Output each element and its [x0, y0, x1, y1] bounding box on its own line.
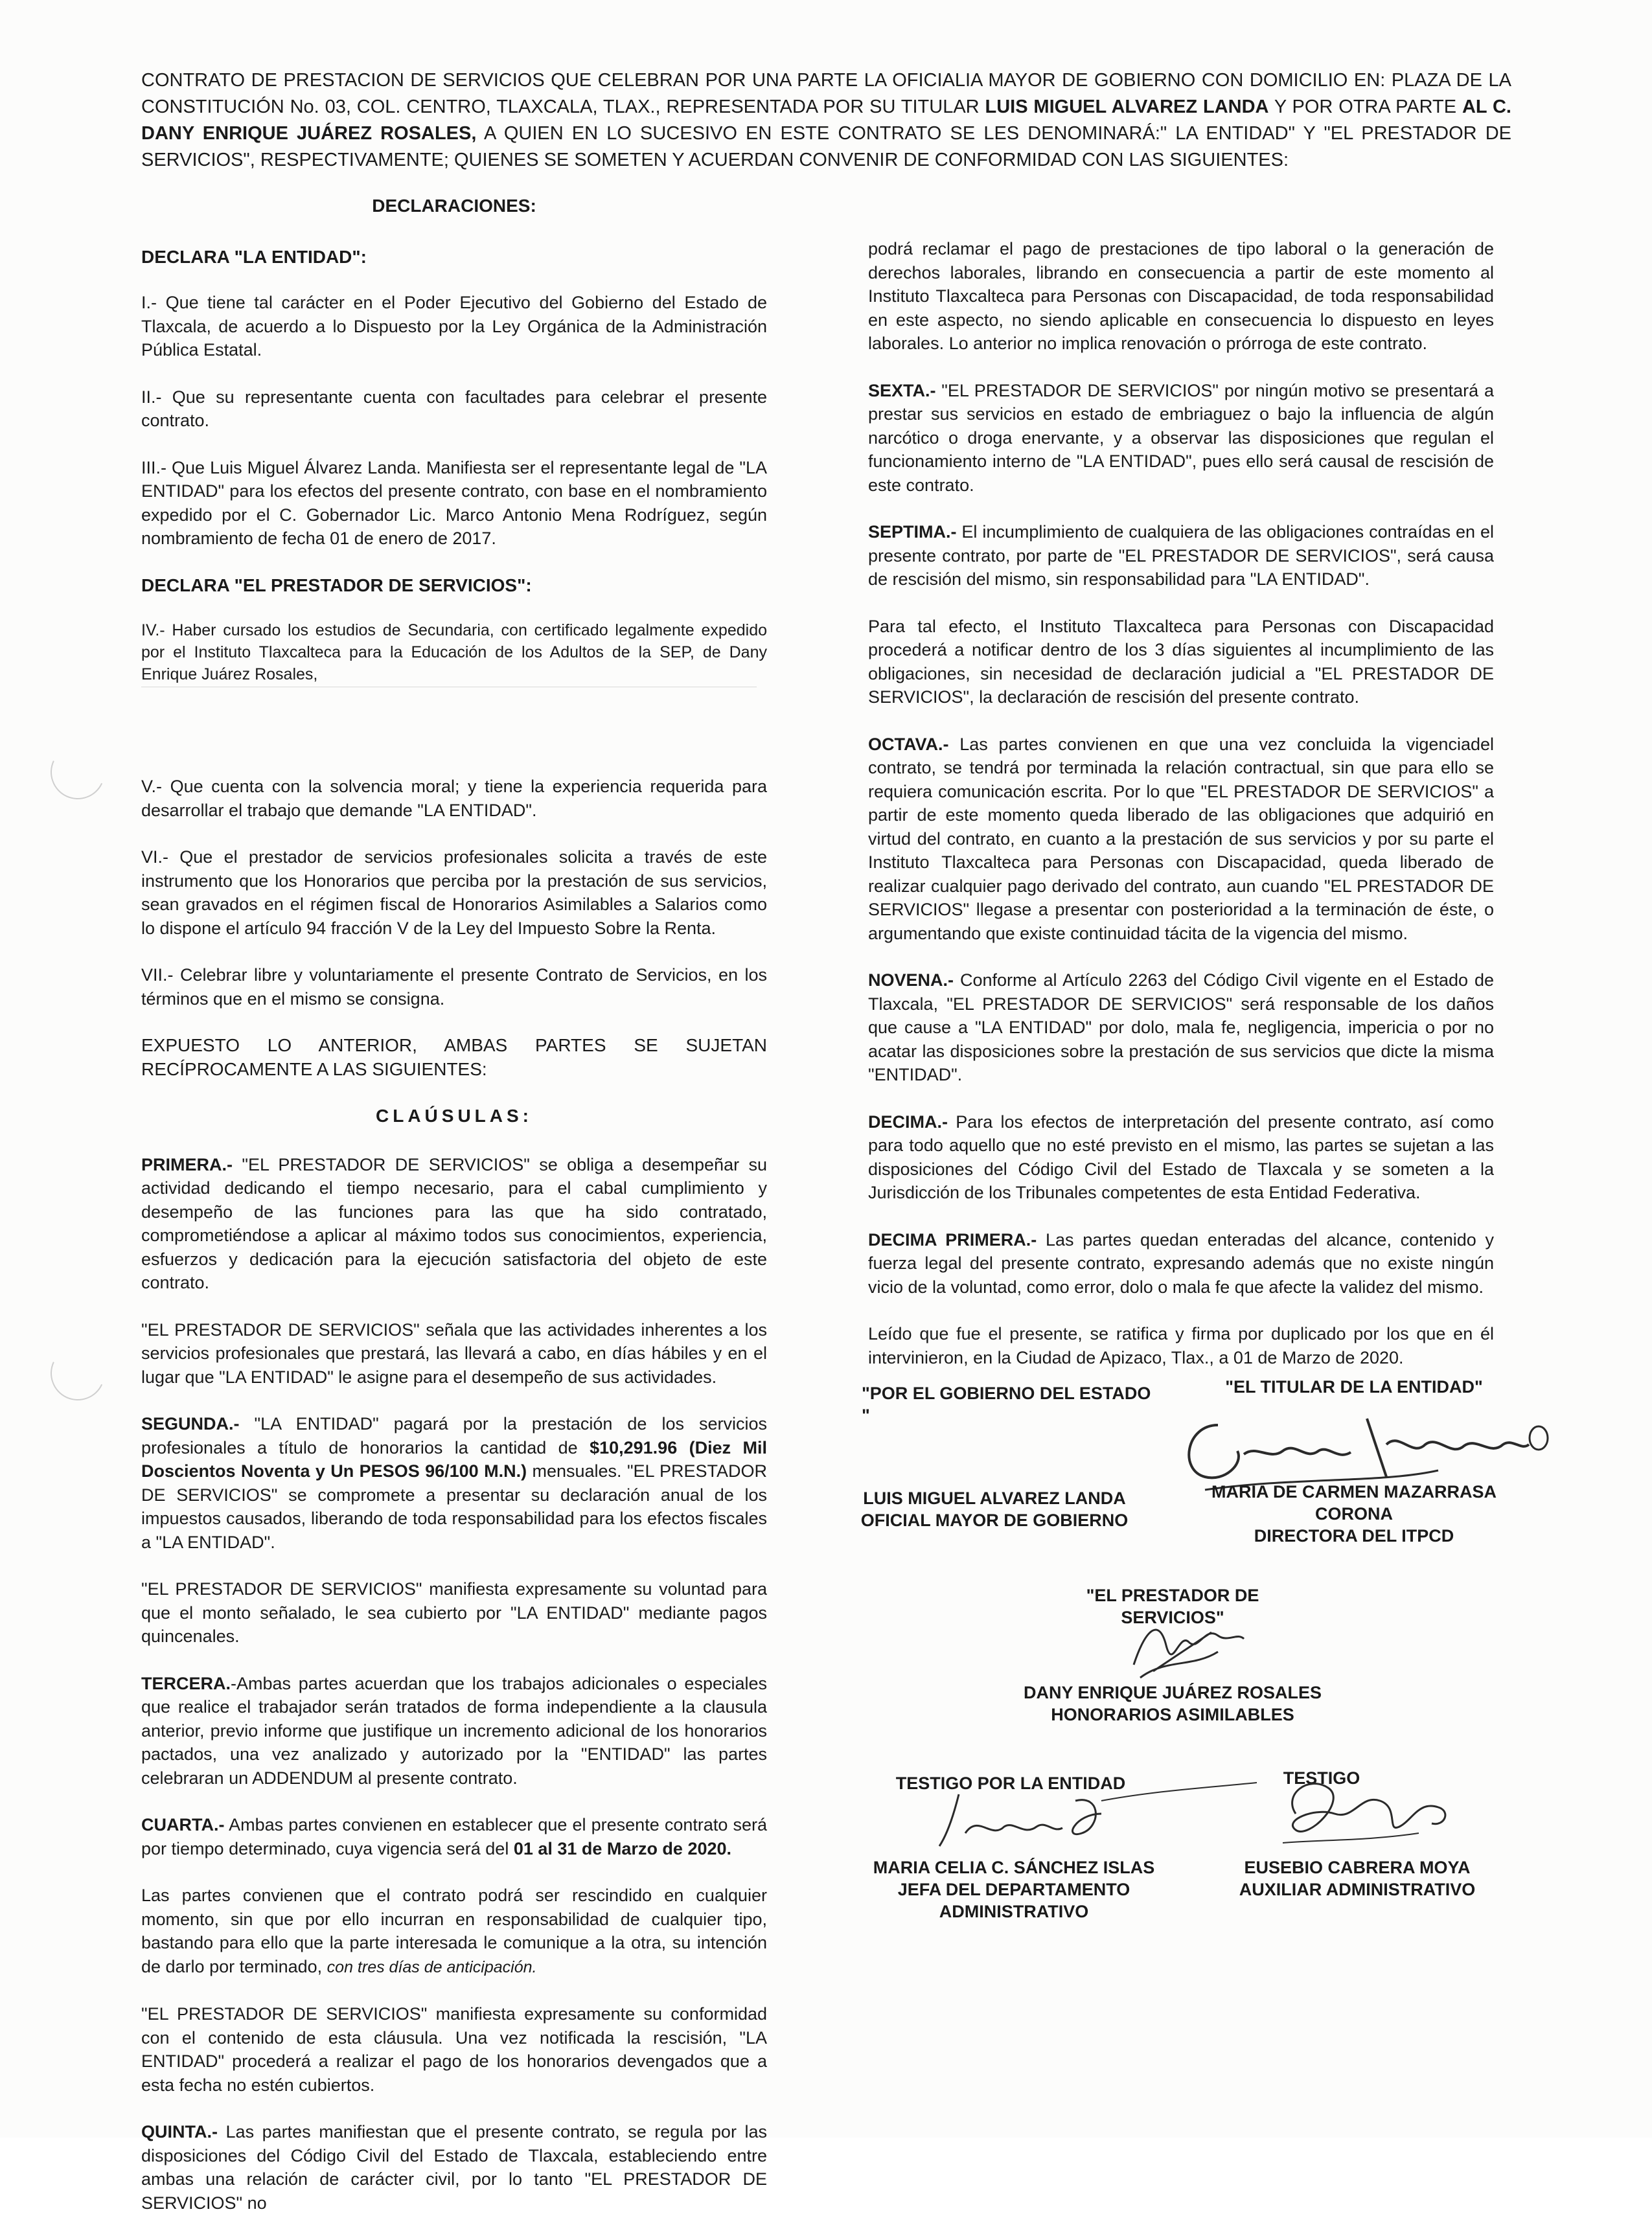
blank-area — [141, 687, 757, 749]
clause-text: Las partes convienen que el contrato podrá ser rescindido en cualquier momento, sin que por ello incurran en responsabilidad de cualquier tipo, bastando para ello que la parte interesada le comunique a la otra, su intención de darlo por terminado, — [141, 1886, 767, 1976]
clause-septima — [868, 520, 1494, 591]
clause-decima — [868, 1110, 1494, 1205]
declaration-v: V.- Que cuenta con la solvencia moral; y tiene la experiencia requerida para desarrollar el trabajo que demande "LA ENTIDAD". — [141, 777, 767, 820]
titular-label: "EL TITULAR DE LA ENTIDAD" — [1225, 1377, 1483, 1397]
clause-keyword: SEGUNDA.- — [141, 1414, 240, 1433]
clause-text: mensuales. "EL PRESTADOR DE SERVICIOS" se compromete a presentar su declaración anual de los impuestos causados, liberando de toda responsabilidad para los efectos fiscales a "LA ENTIDAD". — [141, 1461, 767, 1552]
testigo-entidad-label: TESTIGO POR LA ENTIDAD — [895, 1774, 1126, 1793]
clause-text: Ambas partes convienen en establecer que el presente contrato será por tiempo determinado, cuya vigencia será del — [141, 1815, 767, 1858]
clause-primera-b: "EL PRESTADOR DE SERVICIOS" señala que las actividades inherentes a los servicios profesionales que prestará, las llevará a cabo, en días hábiles y en el lugar que "LA ENTIDAD" le asigne para el desempeño de sus actividades. — [141, 1319, 767, 1387]
clause-keyword: DECIMA PRIMERA.- — [868, 1229, 1037, 1250]
testigo-entidad-role: JEFA DEL DEPARTAMENTO — [897, 1880, 1130, 1899]
clause-septima-b: Para tal efecto, el Instituto Tlaxcalteca para Personas con Discapacidad procederá a notificar dentro de los 3 días siguientes al incumplimiento de las obligaciones, sin necesidad de declaración judicial a "EL PRESTADOR DE SERVICIOS", la declaración de rescisión del presente contrato. — [868, 616, 1494, 707]
clause-octava — [868, 733, 1494, 946]
header-text: A QUIEN EN LO SUCESIVO EN ESTE CONTRATO SE LES DENOMINARÁ:" LA ENTIDAD" Y "EL PRESTADOR DE SERVICIOS", RESPECTIVAMENTE; QUIENES SE SOMETEN Y ACUERDAN CONVENIR DE CONFORMIDAD CON LAS SIGUIENTES: — [141, 123, 1512, 170]
clause-cuarta-c: "EL PRESTADOR DE SERVICIOS" manifiesta expresamente su conformidad con el contenido de esta cláusula. Una vez notificada la rescisión, "LA ENTIDAD" procederá a realizar el pago de los honorarios devengados que a esta fecha no estén cubiertos. — [141, 2004, 767, 2095]
clause-text: Las partes manifiestan que el presente contrato, se regula por las disposiciones del Código Civil del Estado de Tlaxcala, estableciendo entre ambas una relación de carácter civil, por lo tanto "EL PRESTADOR DE SERVICIOS" no — [141, 2122, 767, 2213]
prestador-signature — [1114, 1606, 1257, 1694]
clause-segunda-c: "EL PRESTADOR DE SERVICIOS" manifiesta expresamente su voluntad para que el monto señalado, le sea cubierto por "LA ENTIDAD" mediante pagos quincenales. — [141, 1579, 767, 1646]
header-text: Y POR OTRA PARTE — [1268, 97, 1462, 117]
clause-keyword: NOVENA.- — [868, 970, 954, 990]
clause-quinta-cont: podrá reclamar el pago de prestaciones de tipo laboral o la generación de derechos laborales, librando en consecuencia a partir de este momento al Instituto Tlaxcalteca para Personas con Discapacidad, de toda responsabilidad en este aspecto, no siendo aplicable en consecuencia lo dispuesto en leyes laborales. Lo anterior no implica renovación o prórroga de este contrato. — [868, 239, 1494, 353]
testigo-name: EUSEBIO CABRERA MOYA — [1244, 1858, 1471, 1877]
prestador-name: DANY ENRIQUE JUÁREZ ROSALES — [1023, 1683, 1322, 1702]
declaration-iv: IV.- Haber cursado los estudios de Secundaria, con certificado legalmente expedido por el Instituto Tlaxcalteca para la Educación de los Adultos de la SEP, de Dany Enrique Juárez Rosales, — [141, 621, 767, 683]
header-text: CONTRATO DE PRESTACION DE SERVICIOS QUE CELEBRAN POR UNA PARTE LA OFICIALIA MAYOR DE GOBIERNO CON DOMICILIO EN: PLAZA DE LA CONSTITUCIÓN No. 03, COL. CENTRO, TLAXCALA, TLAX., REPRESENTADA POR SU TITULAR — [141, 70, 1511, 117]
closing-paragraph: Leído que fue el presente, se ratifica y firma por duplicado por los que en él intervinieron, en la Ciudad de Apizaco, Tlax., a 01 de Marzo de 2020. — [868, 1324, 1494, 1367]
testigo-entidad-signature — [907, 1775, 1270, 1856]
declaration-ii: II.- Que su representante cuenta con facultades para celebrar el presente contrato. — [141, 387, 767, 430]
prestador-label: "EL PRESTADOR DE SERVICIOS" — [1086, 1586, 1259, 1627]
clause-keyword: OCTAVA.- — [868, 734, 949, 754]
clause-keyword: TERCERA. — [141, 1673, 231, 1693]
clause-text: Las partes convienen en que una vez concluida la vigenciadel contrato, se tendrá por terminada la relación contractual, sin que para ello se requiera comunicación escrita. Por lo que "EL PRESTADOR DE SERVICIOS" a partir de este momento queda liberado de las obligaciones que adquirió en virtud del contrato, en cuanto a la prestación de sus servicios y por su parte el Instituto Tlaxcalteca para Personas con Discapacidad, queda liberado de realizar cualquier pago derivado del contrato, aun cuando "EL PRESTADOR DE SERVICIOS" llegase a presentar con posterioridad a la terminación de éste, o argumentando que existe continuidad tácita de la vigencia del mismo. — [868, 734, 1494, 943]
clause-text: -Ambas partes acuerdan que los trabajos adicionales o especiales que realice el trabajador serán tratados de forma independiente a la clausula anterior, previo informe que justifique un incremento adicional de los honorarios pactados, una vez analizado y autorizado por la "ENTIDAD" las partes celebraran un ADDENDUM al presente contrato. — [141, 1673, 767, 1788]
prestador-role: HONORARIOS ASIMILABLES — [1051, 1705, 1294, 1724]
gobierno-label: "POR EL GOBIERNO DEL ESTADO " — [862, 1384, 1151, 1425]
clause-keyword: DECIMA.- — [868, 1112, 948, 1132]
titular-role: DIRECTORA DEL ITPCD — [1254, 1526, 1454, 1546]
titular-name: MARIA DE CARMEN MAZARRASA — [1211, 1482, 1497, 1502]
gobierno-role: OFICIAL MAYOR DE GOBIERNO — [860, 1511, 1129, 1530]
declaration-vi: VI.- Que el prestador de servicios profesionales solicita a través de este instrumento que los Honorarios que perciba por la prestación de sus servicios, sean gravados en el régimen fiscal de Honorarios Asimilables a Salarios como lo dispone el artículo 94 fracción V de la Ley del Impuesto Sobre la Renta. — [141, 847, 767, 938]
testigo-entidad-role-2: ADMINISTRATIVO — [939, 1902, 1089, 1921]
clause-keyword: SEPTIMA.- — [868, 522, 957, 542]
declaration-vii: VII.- Celebrar libre y voluntariamente el presente Contrato de Servicios, en los términos que en el mismo se consigna. — [141, 965, 767, 1009]
clause-text: Conforme al Artículo 2263 del Código Civil vigente en el Estado de Tlaxcala, "EL PRESTADOR DE SERVICIOS" será responsable de los daños que cause a "LA ENTIDAD" por dolo, mala fe, negligencia, impericia o por no acatar las disposiciones sobre la prestación de sus servicios que dicte la misma "ENTIDAD". — [868, 970, 1494, 1084]
clause-text: "LA ENTIDAD" pagará por la prestación de los servicios profesionales a título de honorarios la cantidad de — [141, 1414, 767, 1457]
clause-text: El incumplimiento de cualquiera de las obligaciones contraídas en el presente contrato, por parte de "EL PRESTADOR DE SERVICIOS", será causa de rescisión del mismo, sin responsabilidad para "LA ENTIDAD". — [868, 522, 1494, 589]
header-titular: LUIS MIGUEL ALVAREZ LANDA — [985, 97, 1269, 117]
clause-tercera — [141, 1672, 767, 1790]
clausulas-heading: CLAÚSULAS: — [376, 1106, 533, 1126]
clause-sexta — [868, 379, 1494, 497]
right-column — [868, 237, 1494, 1393]
punch-hole-mark — [43, 737, 113, 807]
expuesto-paragraph: EXPUESTO LO ANTERIOR, AMBAS PARTES SE SUJETAN RECÍPROCAMENTE A LAS SIGUIENTES: — [141, 1035, 767, 1079]
contract-header — [141, 67, 1511, 174]
clause-decima-primera — [868, 1228, 1494, 1299]
testigo-entidad-name: MARIA CELIA C. SÁNCHEZ ISLAS — [873, 1858, 1155, 1877]
clause-keyword: CUARTA.- — [141, 1815, 225, 1834]
testigo-signature — [1270, 1768, 1464, 1856]
declaration-i: I.- Que tiene tal carácter en el Poder Ejecutivo del Gobierno del Estado de Tlaxcala, de acuerdo a lo Dispuesto por la Ley Orgánica de la Administración Pública Estatal. — [141, 293, 767, 360]
punch-hole-mark — [43, 1338, 113, 1408]
header-prestador: AL C. DANY ENRIQUE JUÁREZ ROSALES, — [141, 97, 1511, 144]
anticipation-note: con tres días de anticipación. — [327, 1958, 537, 1976]
declara-entidad-heading: DECLARA "LA ENTIDAD": — [141, 246, 367, 267]
clause-cuarta-b — [141, 1884, 767, 1979]
testigo-label: TESTIGO — [1283, 1768, 1360, 1788]
clause-keyword: PRIMERA.- — [141, 1154, 233, 1174]
left-column — [141, 194, 767, 2238]
clause-segunda — [141, 1412, 767, 1554]
gobierno-name: LUIS MIGUEL ALVAREZ LANDA — [863, 1489, 1126, 1508]
titular-name-2: CORONA — [1315, 1504, 1393, 1524]
clause-text: Las partes quedan enteradas del alcance, contenido y fuerza legal del presente contrato, expresando además que no existe ningún vicio de la voluntad, como error, dolo o mala fe que afecte la validez del mismo. — [868, 1229, 1495, 1297]
clause-keyword: QUINTA.- — [141, 2122, 218, 2141]
clause-primera — [141, 1153, 767, 1295]
declara-prestador-heading: DECLARA "EL PRESTADOR DE SERVICIOS": — [141, 575, 532, 595]
clause-novena — [868, 968, 1494, 1087]
clause-text: Para los efectos de interpretación del presente contrato, así como para todo aquello que no esté previsto en el mismo, las partes se sujetan a las disposiciones del Código Civil del Estado de Tlaxcala y se someten a la Jurisdicción de los Tribunales competentes de esta Entidad Federativa. — [868, 1112, 1494, 1202]
declaraciones-heading: DECLARACIONES: — [372, 196, 536, 216]
clause-cuarta — [141, 1813, 767, 1860]
clause-text: "EL PRESTADOR DE SERVICIOS" por ningún motivo se presentará a prestar sus servicios en estado de embriaguez o bajo la influencia de algún narcótico o droga enervante, y a observar las disposiciones que regulan el funcionamiento interno de "LA ENTIDAD", pues ello será causal de rescisión de este contrato. — [868, 380, 1494, 495]
clause-quinta — [141, 2120, 767, 2215]
testigo-role: AUXILIAR ADMINISTRATIVO — [1239, 1880, 1476, 1899]
vigencia-dates: 01 al 31 de Marzo de 2020. — [513, 1838, 732, 1858]
clause-keyword: SEXTA.- — [868, 380, 936, 400]
clause-text: "EL PRESTADOR DE SERVICIOS" se obliga a desempeñar su actividad dedicando el tiempo necesario, para el cabal cumplimiento y desempeño de las funciones para las que ha sido contratado, comprometiéndose a aplicar al máximo todos sus conocimientos, experiencia, esfuerzos y dedicación para la ejecución satisfactoria del objeto de este contrato. — [141, 1154, 767, 1292]
declaration-iii: III.- Que Luis Miguel Álvarez Landa. Manifiesta ser el representante legal de "LA ENTIDAD" para los efectos del presente contrato, con base en el nombramiento expedido por el C. Gobernador Lic. Marco Antonio Mena Rodríguez, según nombramiento de fecha 01 de enero de 2017. — [141, 457, 767, 548]
payment-amount: $10,291.96 (Diez Mil Doscientos Noventa y Un PESOS 96/100 M.N.) — [141, 1437, 768, 1481]
